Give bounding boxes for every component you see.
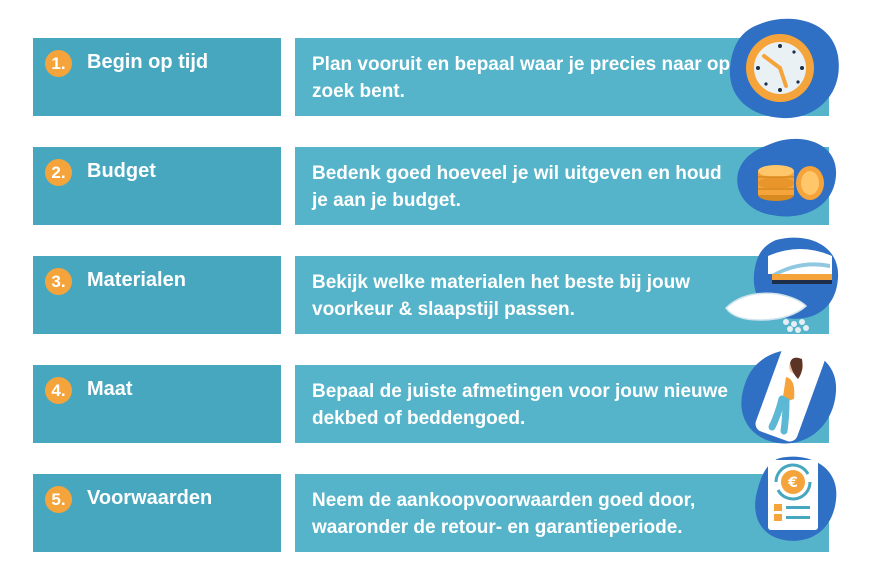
step-row-2 bbox=[0, 147, 872, 227]
step-title-box bbox=[33, 365, 281, 443]
step-description: Bekijk welke materialen het beste bij jouw voorkeur & slaapstijl passen. bbox=[312, 272, 691, 320]
step-number-badge: 5. bbox=[45, 486, 72, 513]
step-row-1 bbox=[0, 38, 872, 118]
step-title-box bbox=[33, 256, 281, 334]
step-number-badge: 1. bbox=[45, 50, 72, 77]
clock-icon bbox=[720, 16, 842, 122]
step-title-box bbox=[33, 474, 281, 552]
step-row-3 bbox=[0, 256, 872, 336]
step-description: Bedenk goed hoeveel je wil uitgeven en houd je aan je budget. bbox=[312, 163, 722, 211]
sleeping-woman-icon bbox=[720, 343, 842, 449]
step-title: Voorwaarden bbox=[87, 487, 213, 509]
step-title: Budget bbox=[87, 160, 156, 182]
step-title-box bbox=[33, 38, 281, 116]
step-title: Maat bbox=[87, 378, 133, 400]
step-row-4 bbox=[0, 365, 872, 445]
step-description: Bepaal de juiste afmetingen voor jouw nieuwe dekbed of beddengoed. bbox=[312, 381, 728, 429]
step-number-badge: 3. bbox=[45, 268, 72, 295]
step-description: Plan vooruit en bepaal waar je precies naar op zoek bent. bbox=[312, 54, 731, 102]
step-description: Neem de aankoopvoorwaarden goed door, waaronder de retour- en garantieperiode. bbox=[312, 490, 696, 538]
pillow-materials-icon bbox=[720, 234, 842, 340]
step-number-badge: 4. bbox=[45, 377, 72, 404]
coins-icon bbox=[720, 125, 842, 231]
step-title: Materialen bbox=[87, 269, 186, 291]
svg-text:€: € bbox=[788, 475, 798, 491]
step-number-badge: 2. bbox=[45, 159, 72, 186]
step-row-5 bbox=[0, 474, 872, 554]
step-title-box bbox=[33, 147, 281, 225]
step-title: Begin op tijd bbox=[87, 51, 209, 73]
terms-document-icon bbox=[720, 452, 842, 558]
